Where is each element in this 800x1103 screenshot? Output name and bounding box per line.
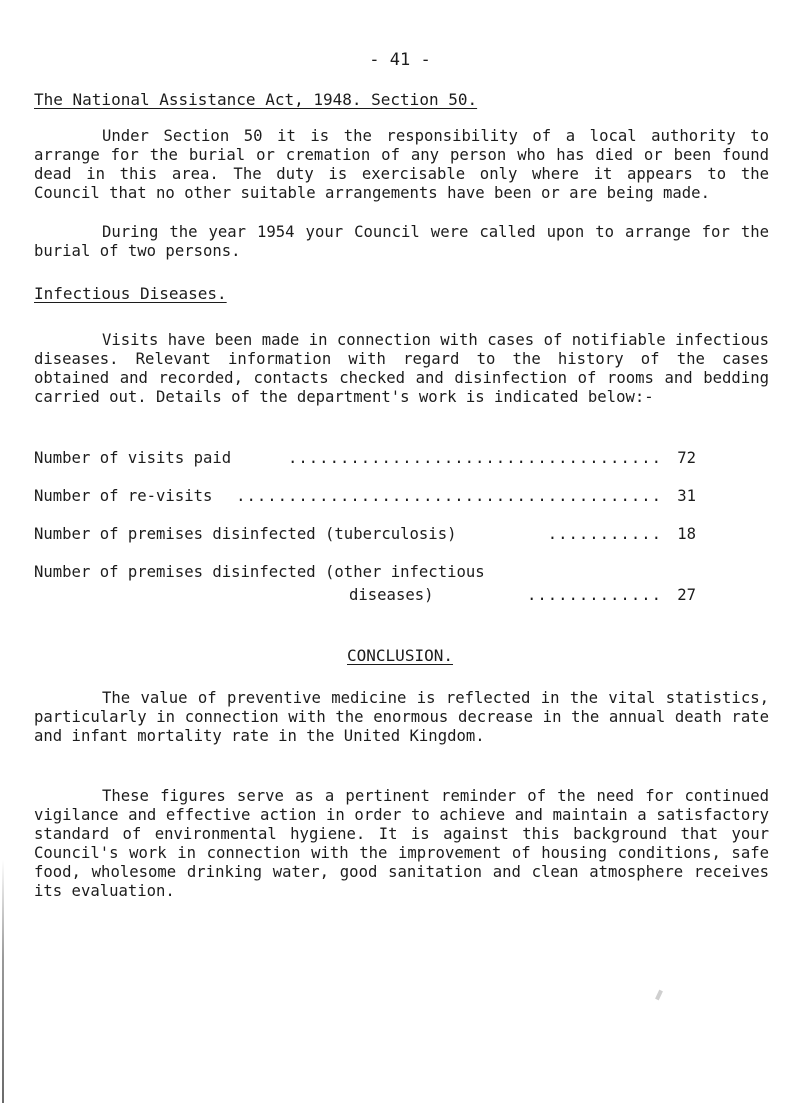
stat-label: Number of visits paid <box>34 449 232 467</box>
section-paragraph-2: During the year 1954 your Council were called upon to arrange for the burial of two persons. <box>34 223 769 260</box>
section-heading: The National Assistance Act, 1948. Section 50. <box>34 90 478 109</box>
infectious-diseases-heading: Infectious Diseases. <box>34 284 227 303</box>
conclusion-paragraph-2: These figures serve as a pertinent reminder of the need for continued vigilance and effective action in order to achieve and maintain a satisfactory standard of environmental hygiene. It is against this background that your Council's work in connection with the improvement of housing conditions, safe food, wholesome drinking water, good sanitation and clean atmosphere receives its evaluation. <box>34 787 769 900</box>
stat-value: 18 <box>677 525 696 543</box>
leader-dots: ......................................... <box>236 487 662 505</box>
conclusion-paragraph-1: The value of preventive medicine is reflected in the vital statistics, particularly in connection with the enormous decrease in the annual death rate and infant mortality rate in the United Kingdom. <box>34 689 769 745</box>
leader-dots: .................................... <box>288 449 662 467</box>
stat-value: 72 <box>677 449 696 467</box>
leader-dots: ........... <box>547 525 662 543</box>
stat-label: Number of premises disinfected (tuberculosis) <box>34 525 457 543</box>
leader-dots: ............. <box>526 586 662 604</box>
page-number: - 41 - <box>369 50 431 70</box>
stat-label-continuation: diseases) <box>349 586 434 604</box>
stat-value: 31 <box>677 487 696 505</box>
section-paragraph-1: Under Section 50 it is the responsibility of a local authority to arrange for the burial or cremation of any person who has died or been found dead in this area. The duty is exercisable only where it appears to the Council that no other suitable arrangements have been or are being made. <box>34 127 769 202</box>
stat-row <box>34 561 734 607</box>
conclusion-heading: CONCLUSION. <box>347 646 453 665</box>
scan-speck <box>655 990 663 1001</box>
stat-value: 27 <box>677 586 696 604</box>
stat-label: Number of premises disinfected (other infectious <box>34 563 485 581</box>
scan-edge-shadow <box>2 860 4 1103</box>
stat-label: Number of re-visits <box>34 487 213 505</box>
infectious-paragraph: Visits have been made in connection with cases of notifiable infectious diseases. Relevant information with regard to the history of the cases obtained and recorded, contacts checked and disinfection of rooms and bedding carried out. Details of the department's work is indicated below:- <box>34 331 769 406</box>
